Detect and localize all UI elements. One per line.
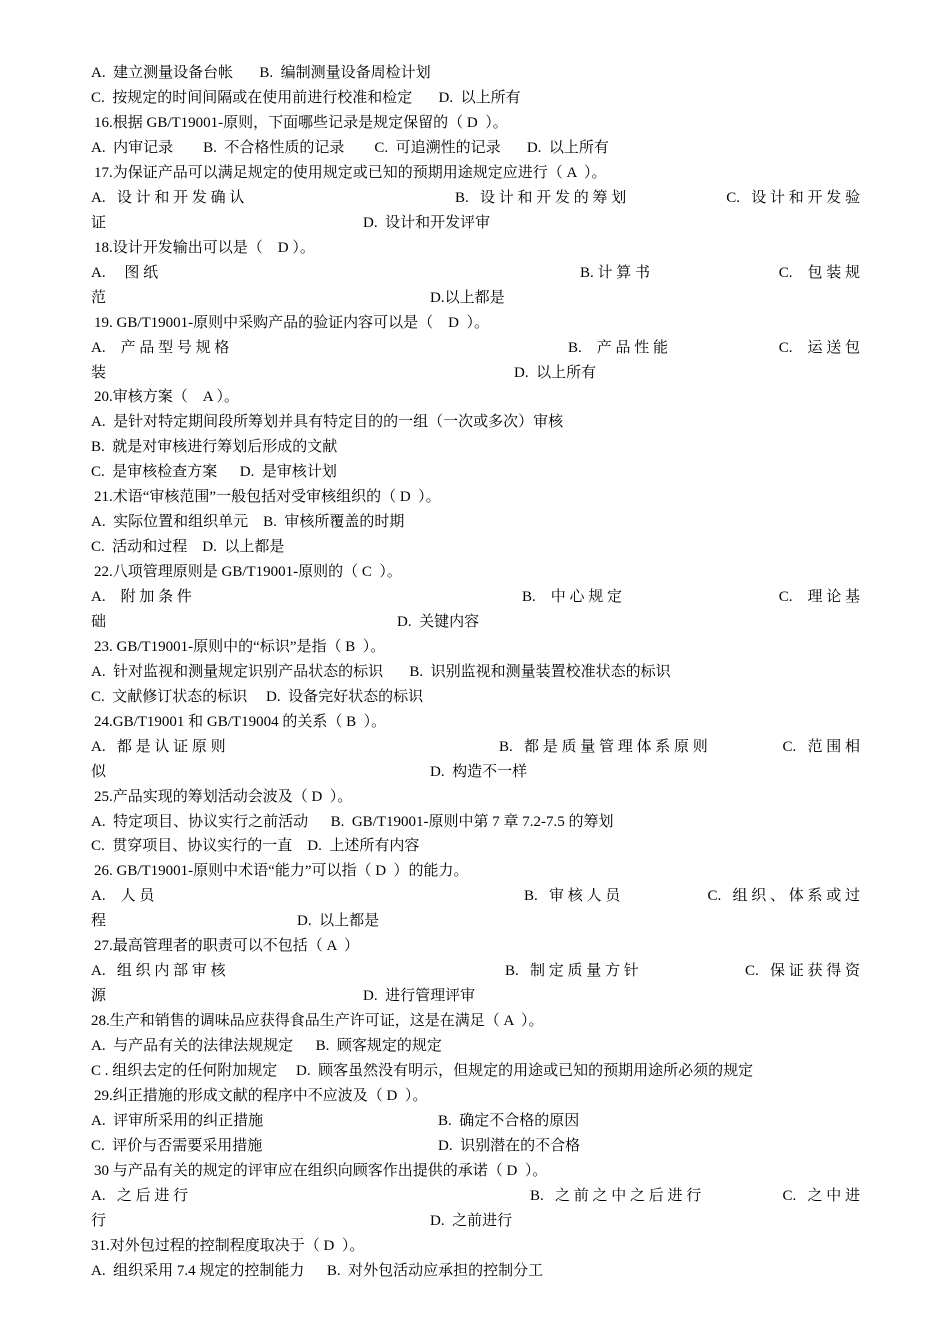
question-text: 22.八项管理原则是 GB/T19001-原则的（ C ）。 bbox=[94, 564, 402, 580]
option-line bbox=[91, 1109, 860, 1134]
option-d: D. 设计和开发评审 bbox=[363, 215, 491, 231]
option-a: A. 附 加 条 件 bbox=[91, 589, 192, 605]
option-d: D.以上都是 bbox=[430, 290, 505, 306]
option-line bbox=[91, 810, 860, 835]
option-b: B. 之 前 之 中 之 后 进 行 bbox=[530, 1188, 702, 1204]
option-line bbox=[91, 959, 860, 984]
option-text: A. 内审记录 B. 不合格性质的记录 C. 可追溯性的记录 D. 以上所有 bbox=[91, 140, 609, 156]
option-line bbox=[91, 86, 860, 111]
question-text: 23. GB/T19001-原则中的“标识”是指（ B ）。 bbox=[94, 639, 386, 655]
question-28 bbox=[91, 1009, 860, 1034]
option-c: C. 理 论 基 bbox=[778, 589, 860, 605]
question-text: 26. GB/T19001-原则中术语“能力”可以指（ D ）的能力。 bbox=[94, 863, 469, 879]
question-text: 28.生产和销售的调味品应获得食品生产许可证，这是在满足（ A ）。 bbox=[91, 1013, 544, 1029]
option-b: B. 中 心 规 定 bbox=[522, 589, 623, 605]
option-line bbox=[91, 735, 860, 760]
option-text: B. 就是对审核进行筹划后形成的文献 bbox=[91, 439, 338, 455]
question-text: 30 与产品有关的规定的评审应在组织向顾客作出提供的承诺（ D ）。 bbox=[94, 1163, 548, 1179]
question-text: 27.最高管理者的职责可以不包括（ A ） bbox=[94, 938, 360, 954]
question-text: 16.根据 GB/T19001-原则，下面哪些记录是规定保留的（ D ）。 bbox=[94, 115, 508, 131]
option-wrap: 范 bbox=[91, 290, 107, 306]
question-text: 29.纠正措施的形成文献的程序中不应波及（ D ）。 bbox=[94, 1088, 428, 1104]
option-line bbox=[91, 884, 860, 909]
option-text: A. 与产品有关的法律法规规定 B. 顾客规定的规定 bbox=[91, 1038, 442, 1054]
option-line bbox=[91, 286, 860, 311]
question-30 bbox=[94, 1159, 863, 1184]
option-text: C. 活动和过程 D. 以上都是 bbox=[91, 539, 285, 555]
option-text: A. 组织采用 7.4 规定的控制能力 B. 对外包活动应承担的控制分工 bbox=[91, 1263, 544, 1279]
question-17 bbox=[94, 161, 863, 186]
question-26 bbox=[94, 859, 863, 884]
option-d: D. 之前进行 bbox=[430, 1213, 513, 1229]
option-b: B. 产 品 性 能 bbox=[568, 340, 669, 356]
option-line bbox=[91, 1134, 860, 1159]
option-a: A. 设 计 和 开 发 确 认 bbox=[91, 190, 245, 206]
option-text: C. 按规定的时间间隔或在使用前进行校准和检定 D. 以上所有 bbox=[91, 90, 521, 106]
option-line bbox=[91, 984, 860, 1009]
option-text: A. 针对监视和测量规定识别产品状态的标识 B. 识别监视和测量装置校准状态的标识 bbox=[91, 664, 671, 680]
option-text: A. 特定项目、协议实行之前活动 B. GB/T19001-原则中第 7 章 7.2-7.5 的筹划 bbox=[91, 814, 614, 830]
option-line bbox=[91, 460, 860, 485]
option-c: C. 包 装 规 bbox=[778, 265, 860, 281]
option-a: A. 产 品 型 号 规 格 bbox=[91, 340, 230, 356]
option-d: D. 构造不一样 bbox=[430, 764, 528, 780]
option-b: B. 制 定 质 量 方 针 bbox=[505, 963, 639, 979]
question-29 bbox=[94, 1084, 863, 1109]
question-31 bbox=[91, 1234, 860, 1259]
option-text: C . 组织去定的任何附加规定 D. 顾客虽然没有明示，但规定的用途或已知的预期用途所必须的规定 bbox=[91, 1063, 754, 1079]
option-d: D. 关键内容 bbox=[397, 614, 480, 630]
question-text: 17.为保证产品可以满足规定的使用规定或已知的预期用途规定应进行（ A ）。 bbox=[94, 165, 607, 181]
option-d: D. 进行管理评审 bbox=[363, 988, 476, 1004]
option-wrap: 程 bbox=[91, 913, 107, 929]
option-c: C. 设 计 和 开 发 验 bbox=[726, 190, 860, 206]
question-19 bbox=[94, 311, 863, 336]
option-d: D. 以上所有 bbox=[514, 365, 597, 381]
option-d: D. 以上都是 bbox=[297, 913, 380, 929]
option-line bbox=[91, 834, 860, 859]
option-text: A. 建立测量设备台帐 B. 编制测量设备周检计划 bbox=[91, 65, 431, 81]
option-line bbox=[91, 261, 860, 286]
option-b: B. 设 计 和 开 发 的 筹 划 bbox=[455, 190, 627, 206]
question-text: 25.产品实现的筹划活动会波及（ D ）。 bbox=[94, 789, 353, 805]
option-text: C. 文献修订状态的标识 D. 设备完好状态的标识 bbox=[91, 689, 424, 705]
question-21 bbox=[94, 485, 863, 510]
option-line bbox=[91, 336, 860, 361]
option-a: A. 评审所采用的纠正措施 bbox=[91, 1113, 264, 1129]
option-line bbox=[91, 136, 860, 161]
option-wrap: 似 bbox=[91, 764, 107, 780]
option-line bbox=[91, 211, 860, 236]
option-line bbox=[91, 760, 860, 785]
option-b: B. 都 是 质 量 管 理 体 系 原 则 bbox=[499, 739, 708, 755]
option-wrap: 行 bbox=[91, 1213, 107, 1229]
option-line bbox=[91, 1059, 860, 1084]
option-text: A. 实际位置和组织单元 B. 审核所覆盖的时期 bbox=[91, 514, 405, 530]
option-line bbox=[91, 186, 860, 211]
question-24 bbox=[94, 710, 863, 735]
option-a: A. 组 织 内 部 审 核 bbox=[91, 963, 226, 979]
option-wrap: 证 bbox=[91, 215, 107, 231]
option-line bbox=[91, 909, 860, 934]
option-c: C. 范 围 相 bbox=[782, 739, 860, 755]
option-a: A. 图 纸 bbox=[91, 265, 159, 281]
option-b: B. 确定不合格的原因 bbox=[438, 1113, 580, 1129]
option-d: D. 识别潜在的不合格 bbox=[438, 1138, 581, 1154]
option-line bbox=[91, 510, 860, 535]
question-text: 20.审核方案（ A ）。 bbox=[94, 389, 240, 405]
option-line bbox=[91, 1209, 860, 1234]
question-27 bbox=[94, 934, 863, 959]
question-text: 21.术语“审核范围”一般包括对受审核组织的（ D ）。 bbox=[94, 489, 441, 505]
question-text: 31.对外包过程的控制程度取决于（ D ）。 bbox=[91, 1238, 365, 1254]
question-text: 24.GB/T19001 和 GB/T19004 的关系（ B ）。 bbox=[94, 714, 387, 730]
option-text: A. 是针对特定期间段所筹划并具有特定目的的一组（一次或多次）审核 bbox=[91, 414, 564, 430]
option-text: C. 贯穿项目、协议实行的一直 D. 上述所有内容 bbox=[91, 838, 420, 854]
option-line bbox=[91, 1034, 860, 1059]
option-line bbox=[91, 1259, 860, 1284]
option-line bbox=[91, 660, 860, 685]
option-a: A. 之 后 进 行 bbox=[91, 1188, 189, 1204]
question-22 bbox=[94, 560, 863, 585]
option-a: A. 人 员 bbox=[91, 888, 155, 904]
option-line bbox=[91, 585, 860, 610]
question-18 bbox=[94, 236, 863, 261]
option-c: C. 组 织 、 体 系 或 过 bbox=[707, 888, 860, 904]
option-a: A. 都 是 认 证 原 则 bbox=[91, 739, 226, 755]
option-line bbox=[91, 361, 860, 386]
question-16 bbox=[94, 111, 863, 136]
option-wrap: 源 bbox=[91, 988, 107, 1004]
option-c: C. 运 送 包 bbox=[778, 340, 860, 356]
option-text: C. 是审核检查方案 D. 是审核计划 bbox=[91, 464, 337, 480]
question-text: 19. GB/T19001-原则中采购产品的验证内容可以是（ D ）。 bbox=[94, 315, 489, 331]
question-23 bbox=[94, 635, 863, 660]
question-25 bbox=[94, 785, 863, 810]
option-line bbox=[91, 610, 860, 635]
option-wrap: 装 bbox=[91, 365, 107, 381]
option-c: C. 之 中 进 bbox=[782, 1188, 860, 1204]
question-20 bbox=[94, 385, 863, 410]
option-c: C. 保 证 获 得 资 bbox=[744, 963, 860, 979]
option-line bbox=[91, 435, 860, 460]
option-line bbox=[91, 685, 860, 710]
option-b: B. 计 算 书 bbox=[580, 265, 651, 281]
question-text: 18.设计开发输出可以是（ D ）。 bbox=[94, 240, 315, 256]
option-wrap: 础 bbox=[91, 614, 107, 630]
option-c: C. 评价与否需要采用措施 bbox=[91, 1138, 263, 1154]
option-line bbox=[91, 535, 860, 560]
option-line bbox=[91, 410, 860, 435]
option-line bbox=[91, 1184, 860, 1209]
option-line bbox=[91, 61, 860, 86]
option-b: B. 审 核 人 员 bbox=[524, 888, 621, 904]
